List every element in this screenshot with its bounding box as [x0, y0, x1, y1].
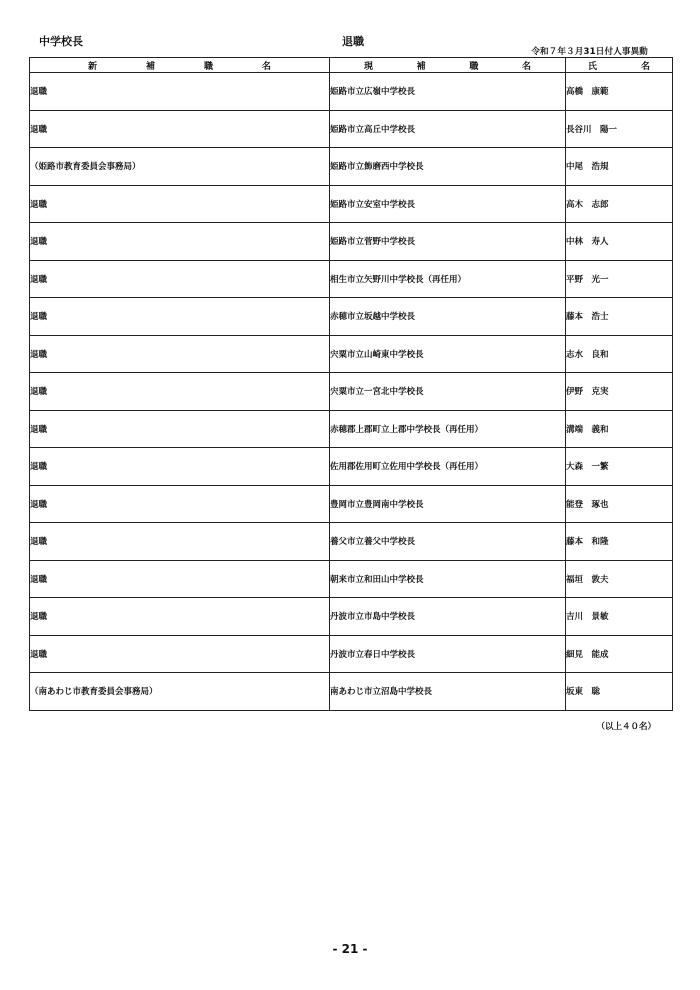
- table-row: [30, 673, 673, 711]
- new-post-cell: 退職: [30, 635, 330, 673]
- name-cell: 坂東 聡: [566, 673, 673, 711]
- name-cell: 長谷川 陽一: [566, 110, 673, 148]
- date-line: 令和７年３月31日付人事異動: [531, 47, 648, 57]
- name-cell: 平野 光一: [566, 260, 673, 298]
- new-post-cell: 退職: [30, 260, 330, 298]
- table-row: [30, 523, 673, 561]
- page-number: - 21 -: [332, 942, 368, 956]
- header-name: [566, 58, 673, 73]
- table-row: [30, 635, 673, 673]
- current-post-cell: 姫路市立高丘中学校長: [330, 110, 566, 148]
- new-post-cell: 退職: [30, 185, 330, 223]
- table-row: [30, 110, 673, 148]
- new-post-cell: 退職: [30, 298, 330, 336]
- current-post-cell: 姫路市立菅野中学校長: [330, 223, 566, 261]
- current-post-cell: 姫路市立安室中学校長: [330, 185, 566, 223]
- current-post-cell: 養父市立養父中学校長: [330, 523, 566, 561]
- new-post-cell: 退職: [30, 598, 330, 636]
- new-post-cell: 退職: [30, 560, 330, 598]
- current-post-cell: 豊岡市立豊岡南中学校長: [330, 485, 566, 523]
- current-post-cell: 朝来市立和田山中学校長: [330, 560, 566, 598]
- current-post-cell: 宍粟市立一宮北中学校長: [330, 373, 566, 411]
- name-cell: 高木 志郎: [566, 185, 673, 223]
- current-post-cell: 宍粟市立山崎東中学校長: [330, 335, 566, 373]
- new-post-cell: 退職: [30, 110, 330, 148]
- total-note: （以上４０名）: [596, 722, 656, 732]
- name-cell: 中林 寿人: [566, 223, 673, 261]
- header-char: 職: [469, 61, 479, 72]
- table-row: [30, 73, 673, 111]
- name-cell: 中尾 浩規: [566, 148, 673, 186]
- current-post-cell: 相生市立矢野川中学校長（再任用）: [330, 260, 566, 298]
- name-cell: 吉川 景敏: [566, 598, 673, 636]
- new-post-cell: 退職: [30, 373, 330, 411]
- name-cell: 藤本 和隆: [566, 523, 673, 561]
- new-post-cell: 退職: [30, 523, 330, 561]
- table-row: [30, 598, 673, 636]
- name-cell: 能登 琢也: [566, 485, 673, 523]
- table-row: [30, 448, 673, 486]
- name-cell: 志水 良和: [566, 335, 673, 373]
- table-row: [30, 560, 673, 598]
- table-row: [30, 223, 673, 261]
- current-post-cell: 姫路市立飾磨西中学校長: [330, 148, 566, 186]
- header-current-post: [330, 58, 566, 73]
- header-char: 名: [640, 61, 650, 72]
- subcategory-label: 退職: [342, 35, 364, 48]
- name-cell: 溝端 義和: [566, 410, 673, 448]
- header-char: 新: [88, 61, 98, 72]
- name-cell: 伊野 克実: [566, 373, 673, 411]
- new-post-cell: 退職: [30, 448, 330, 486]
- current-post-cell: 佐用郡佐用町立佐用中学校長（再任用）: [330, 448, 566, 486]
- table-row: [30, 148, 673, 186]
- header-new-post: [30, 58, 330, 73]
- current-post-cell: 南あわじ市立沼島中学校長: [330, 673, 566, 711]
- table-header-row: [30, 58, 673, 73]
- name-cell: 大森 一繁: [566, 448, 673, 486]
- header-char: 名: [261, 61, 271, 72]
- header-char: 補: [145, 61, 155, 72]
- current-post-cell: 姫路市立広嶺中学校長: [330, 73, 566, 111]
- name-cell: 藤本 浩士: [566, 298, 673, 336]
- current-post-cell: 赤穂郡上郡町立上郡中学校長（再任用）: [330, 410, 566, 448]
- table-row: [30, 485, 673, 523]
- new-post-cell: （南あわじ市教育委員会事務局）: [30, 673, 330, 711]
- table-row: [30, 298, 673, 336]
- current-post-cell: 丹波市立市島中学校長: [330, 598, 566, 636]
- header-char: 補: [416, 61, 426, 72]
- table-row: [30, 410, 673, 448]
- table-row: [30, 373, 673, 411]
- header-char: 氏: [588, 61, 598, 72]
- table-row: [30, 260, 673, 298]
- new-post-cell: 退職: [30, 485, 330, 523]
- name-cell: 細見 能成: [566, 635, 673, 673]
- header-char: 現: [364, 61, 374, 72]
- current-post-cell: 丹波市立春日中学校長: [330, 635, 566, 673]
- new-post-cell: 退職: [30, 335, 330, 373]
- name-cell: 高橋 康範: [566, 73, 673, 111]
- name-cell: 福垣 敦夫: [566, 560, 673, 598]
- personnel-table: [29, 57, 673, 711]
- table-row: [30, 335, 673, 373]
- table-row: [30, 185, 673, 223]
- current-post-cell: 赤穂市立坂越中学校長: [330, 298, 566, 336]
- table-body: [30, 73, 673, 711]
- new-post-cell: （姫路市教育委員会事務局）: [30, 148, 330, 186]
- category-label: 中学校長: [39, 35, 83, 48]
- header-char: 職: [203, 61, 213, 72]
- new-post-cell: 退職: [30, 223, 330, 261]
- new-post-cell: 退職: [30, 410, 330, 448]
- new-post-cell: 退職: [30, 73, 330, 111]
- header-char: 名: [521, 61, 531, 72]
